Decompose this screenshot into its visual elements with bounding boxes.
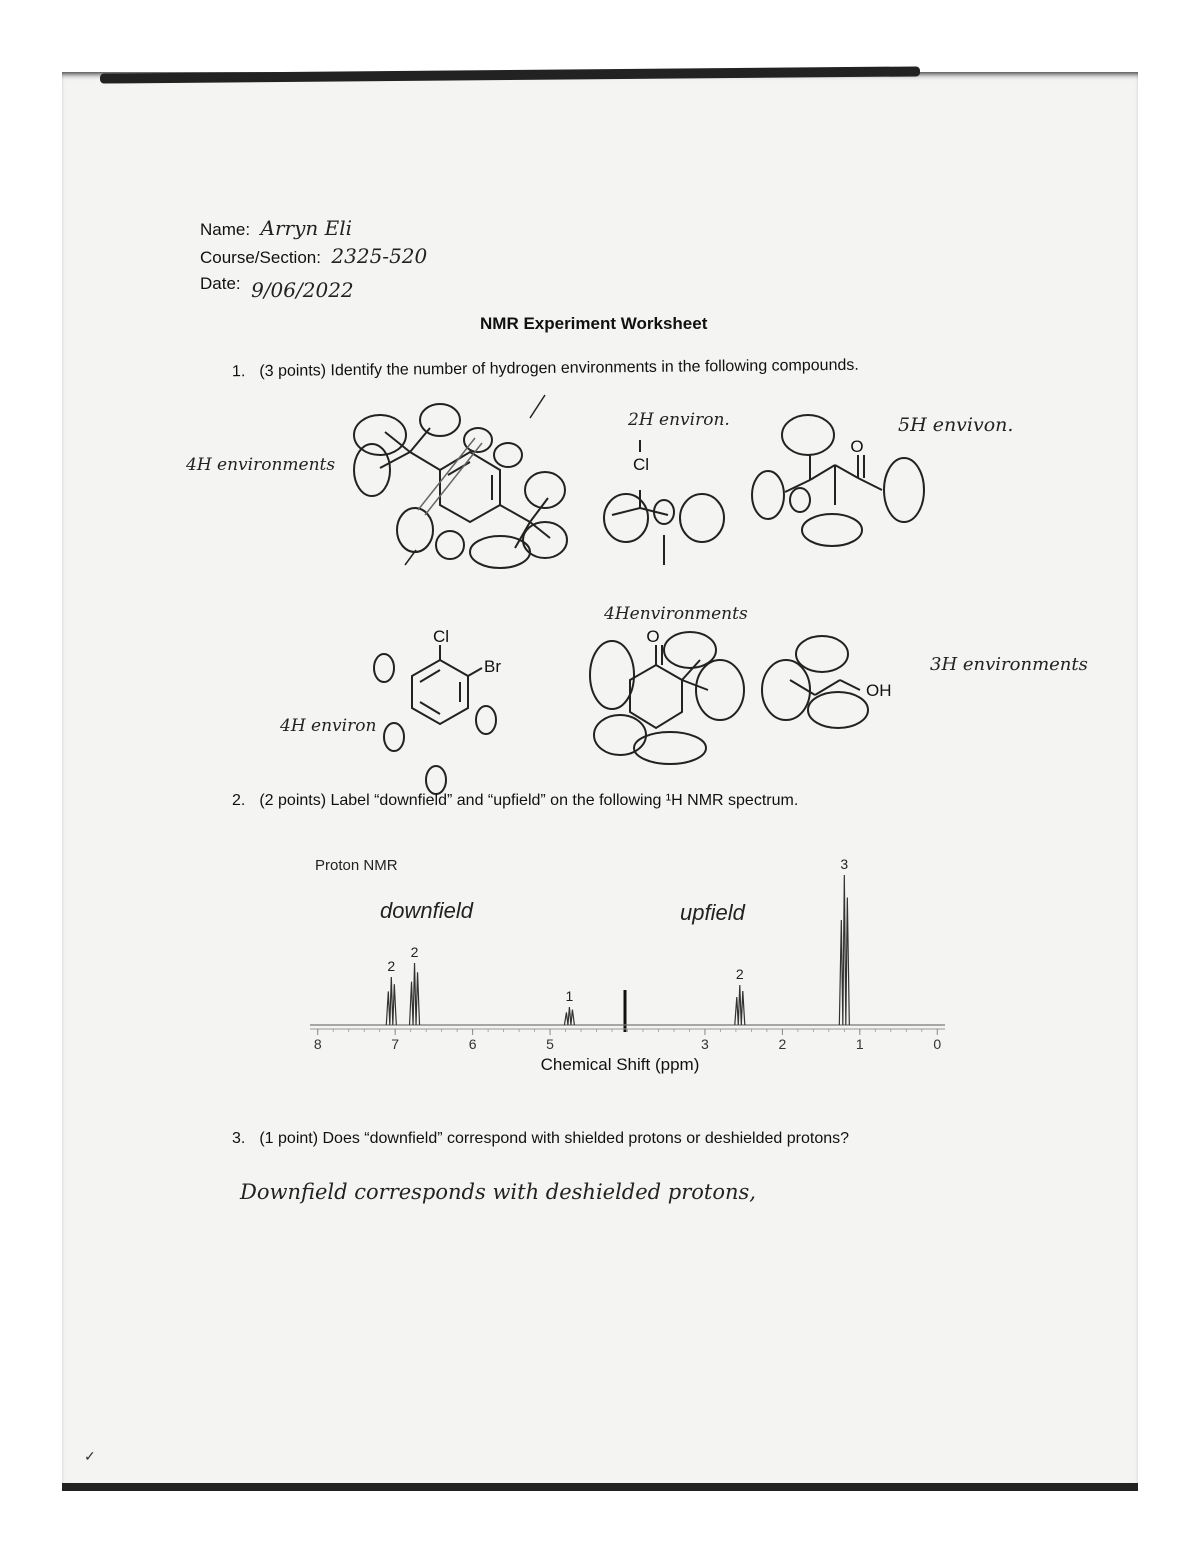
date-label: Date: <box>200 274 241 293</box>
label-carbonyl-o-2: O <box>646 627 660 646</box>
question-1-text: (3 points) Identify the number of hydrogen environments in the following compounds. <box>259 356 859 380</box>
compound-2-structure <box>604 440 724 565</box>
check-mark-icon: ✓ <box>84 1448 96 1464</box>
compound-6-structure <box>762 636 868 728</box>
question-3 <box>232 1130 849 1148</box>
spectrum-peak <box>410 963 420 1025</box>
question-2-number: 2. <box>232 792 246 809</box>
compound-3-structure <box>752 415 924 546</box>
peak-integration-label: 2 <box>410 944 419 960</box>
label-carbonyl-o-1: O <box>850 437 864 456</box>
question-3-number: 3. <box>232 1130 246 1147</box>
label-cl-2: Cl <box>432 627 450 646</box>
tick-label: 7 <box>391 1036 400 1052</box>
tick-label: 8 <box>313 1036 322 1052</box>
question-1-number: 1. <box>231 363 246 381</box>
question-3-text: (1 point) Does “downfield” correspond with shielded protons or deshielded protons? <box>259 1130 850 1147</box>
label-br: Br <box>484 657 501 676</box>
page-title: NMR Experiment Worksheet <box>480 314 708 333</box>
name-value: Arryn Eli <box>260 216 353 240</box>
spectrum-xlabel: Chemical Shift (ppm) <box>540 1055 700 1074</box>
course-label: Course/Section: <box>200 248 321 267</box>
peak-integration-label: 2 <box>735 966 744 982</box>
peak-integration-label: 3 <box>840 856 849 872</box>
spectrum-peak <box>735 985 745 1025</box>
peak-integration-label: 2 <box>387 958 396 974</box>
label-cl-1: Cl <box>632 455 650 474</box>
peak-integration-label: 1 <box>565 988 574 1004</box>
course-value: 2325-520 <box>331 244 428 268</box>
compound-1-structure <box>354 395 567 568</box>
nmr-spectrum-chart <box>290 850 960 1085</box>
annotation-compound-4: 4H environ <box>280 716 377 736</box>
upfield-label: upfield <box>680 900 745 925</box>
spectrum-peak <box>839 875 849 1025</box>
name-label: Name: <box>200 220 251 239</box>
compound-5-structure <box>590 632 744 764</box>
question-2 <box>232 792 798 810</box>
annotation-compound-6: 3H environments <box>930 654 1088 675</box>
tick-label: 1 <box>855 1036 864 1052</box>
downfield-label: downfield <box>380 898 473 923</box>
annotation-compound-1: 4H environments <box>186 455 336 475</box>
tick-label: 3 <box>701 1036 709 1052</box>
tick-label: 2 <box>778 1036 787 1052</box>
annotation-compound-2: 2H environ. <box>628 410 730 430</box>
annotation-compound-5: 4Henvironments <box>604 604 748 624</box>
compound-4-structure <box>374 645 496 794</box>
label-oh: OH <box>866 681 892 700</box>
spectrum-peak <box>564 1007 574 1025</box>
spectrum-title: Proton NMR <box>315 857 398 874</box>
question-3-answer: Downfield corresponds with deshielded protons, <box>240 1180 756 1204</box>
tick-label: 0 <box>933 1036 942 1052</box>
tick-label: 5 <box>546 1036 554 1052</box>
date-value: 9/06/2022 <box>251 278 354 302</box>
annotation-compound-3: 5H envivon. <box>898 414 1014 436</box>
spectrum-peak <box>386 977 396 1025</box>
tick-label: 6 <box>468 1036 477 1052</box>
question-2-text: (2 points) Label “downfield” and “upfield” on the following ¹H NMR spectrum. <box>259 792 799 809</box>
